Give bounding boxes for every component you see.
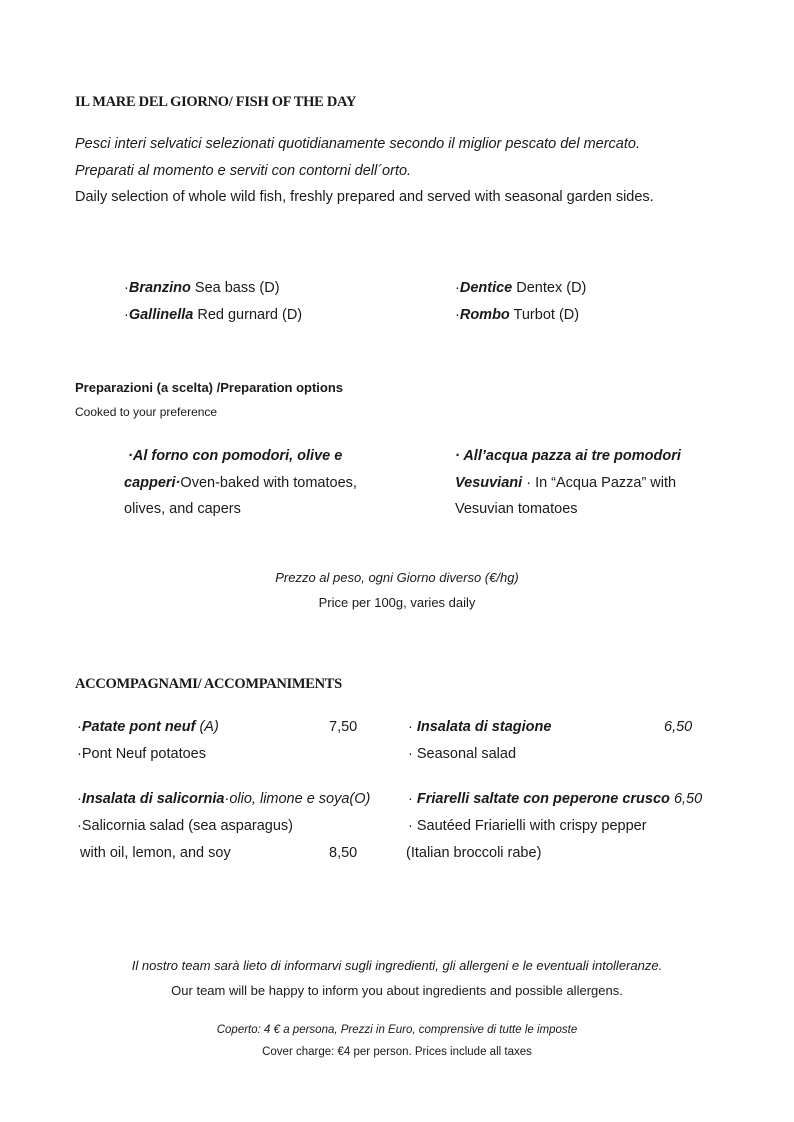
accomp-item-en: ·Pont Neuf potatoes: [77, 746, 206, 762]
accomp-item-en-2: with oil, lemon, and soy: [80, 845, 231, 861]
accomp-item-patate: ·Patate pont neuf (A): [77, 719, 219, 735]
accomp-item-en-text: Sautéed Friarielli with crispy pepper: [416, 818, 647, 834]
price-note-it: Prezzo al peso, ogni Giorno diverso (€/hg): [275, 570, 519, 585]
prep-option1-line2: [124, 475, 357, 491]
fish-intro-en: Daily selection of whole wild fish, freshly prepared and served with seasonal garden sides.: [75, 189, 654, 205]
accomp-item-en-2: (Italian broccoli rabe): [406, 845, 542, 861]
accomp-item-note: olio, limone e soya(O): [229, 791, 371, 807]
fish-item-name: Branzino: [128, 280, 191, 296]
fish-item-gallinella: ·Gallinella Red gurnard (D): [124, 307, 303, 323]
accomp-item-en-text: Seasonal salad: [416, 746, 517, 762]
fish-item-desc: Sea bass (D): [190, 280, 280, 296]
fish-item-name: Gallinella: [128, 307, 194, 323]
accomp-item-price: 7,50: [329, 719, 358, 735]
footer-team-en: Our team will be happy to inform you about ingredients and possible allergens.: [171, 983, 623, 998]
accomp-item-name: Insalata di salicornia: [81, 791, 225, 807]
accomp-item-price: 8,50: [329, 845, 358, 861]
accompaniments-heading: ACCOMPAGNAMI/ ACCOMPANIMENTS: [75, 676, 342, 692]
preparations-subheading: Cooked to your preference: [75, 405, 218, 419]
footer-cover-en: Cover charge: €4 per person. Prices include all taxes: [262, 1046, 532, 1058]
footer-cover-it: Coperto: 4 € a persona, Prezzi in Euro, comprensive di tutte le imposte: [216, 1024, 578, 1036]
footer-team-it: Il nostro team sarà lieto di informarvi sugli ingredienti, gli allergeni e le eventuali intolleranze.: [131, 958, 663, 973]
prep-option2-title: All’acqua pazza ai tre pomodori: [463, 448, 681, 464]
accomp-item-price: 6,50: [664, 719, 693, 735]
fish-intro-it-1: Pesci interi selvatici selezionati quotidianamente secondo il miglior pescato del mercato.: [75, 136, 640, 152]
prep-option1-title-end: capperi·: [124, 475, 181, 491]
fish-item-desc: Turbot (D): [509, 307, 580, 323]
price-note-en: Price per 100g, varies daily: [318, 595, 476, 610]
accomp-item-price: 6,50: [673, 791, 703, 807]
fish-intro-it-2: Preparati al momento e serviti con contorni dell´orto.: [75, 163, 412, 179]
prep-option1-desc-end: olives, and capers: [124, 501, 241, 517]
accomp-item-allergen: (A): [195, 719, 219, 735]
accomp-item-en: · Sautéed Friarielli with crispy pepper: [408, 818, 647, 834]
accomp-item-en-text: Pont Neuf potatoes: [81, 746, 206, 762]
accomp-item-en: · Seasonal salad: [408, 746, 517, 762]
accomp-item-name: Patate pont neuf: [81, 719, 196, 735]
accomp-item-salicornia: ·Insalata di salicornia·olio, limone e soya(O): [77, 791, 371, 807]
preparations-heading: Preparazioni (a scelta) /Preparation options: [75, 380, 344, 395]
accomp-item-name: Insalata di stagione: [416, 719, 552, 735]
fish-item-dentice: ·Dentice Dentex (D): [455, 280, 587, 296]
prep-option2-desc: In “Acqua Pazza” with: [535, 475, 677, 491]
fish-heading: IL MARE DEL GIORNO/ FISH OF THE DAY: [75, 94, 357, 110]
prep-option1-desc: Oven-baked with tomatoes,: [180, 475, 357, 491]
fish-item-branzino: ·Branzino Sea bass (D): [124, 280, 280, 296]
accomp-item-en: ·Salicornia salad (sea asparagus): [77, 818, 294, 834]
accomp-item-friarelli: · Friarelli saltate con peperone crusco 6,50: [408, 791, 703, 807]
prep-option2-line1: · All’acqua pazza ai tre pomodori: [455, 448, 681, 464]
accomp-item-insalata: · Insalata di stagione: [408, 719, 552, 735]
fish-item-name: Rombo: [459, 307, 510, 323]
prep-option1-title: Al forno con pomodori, olive e: [132, 448, 343, 464]
prep-option2-title-end: Vesuviani: [455, 475, 523, 491]
prep-option2-line2: Vesuviani · In “Acqua Pazza” with: [455, 475, 677, 491]
fish-item-name: Dentice: [459, 280, 513, 296]
fish-item-rombo: ·Rombo Turbot (D): [455, 307, 580, 323]
accomp-item-name: Friarelli saltate con peperone crusco: [416, 791, 670, 807]
fish-item-desc: Red gurnard (D): [193, 307, 303, 323]
prep-option2-desc-end: Vesuvian tomatoes: [455, 501, 578, 517]
fish-item-desc: Dentex (D): [512, 280, 587, 296]
prep-option1-line1: ·Al forno con pomodori, olive e: [128, 448, 343, 464]
accomp-item-en-text: Salicornia salad (sea asparagus): [81, 818, 294, 834]
